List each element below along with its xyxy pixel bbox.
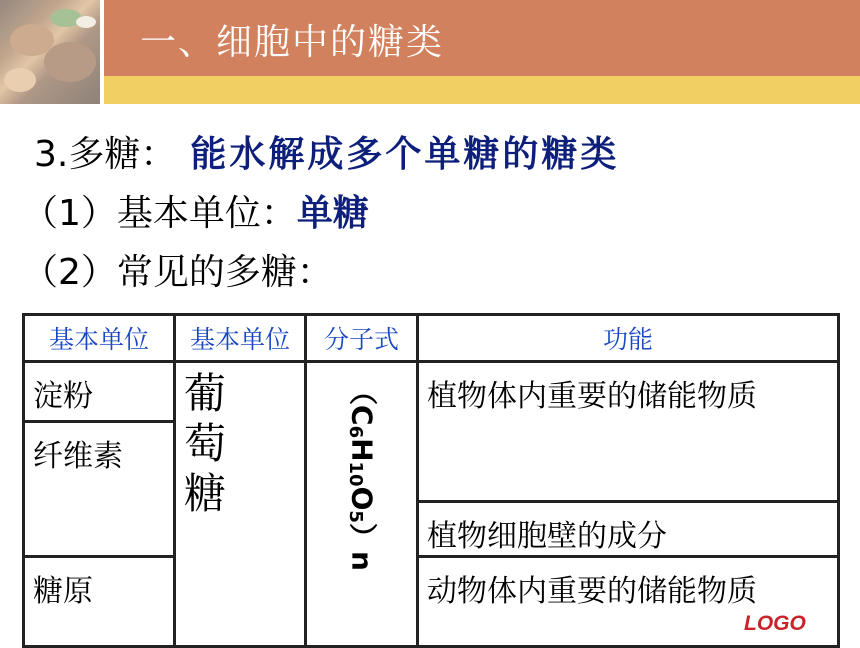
unit-char: 葡 bbox=[184, 369, 227, 418]
name-cell bbox=[24, 557, 175, 647]
cellulose-function: 植物细胞壁的成分 bbox=[427, 519, 667, 554]
logo: LOGO bbox=[744, 612, 806, 635]
molecular-formula bbox=[342, 377, 382, 571]
polysaccharide-heading bbox=[34, 126, 619, 177]
food-photo bbox=[0, 0, 100, 104]
basic-unit-line bbox=[22, 185, 369, 236]
heading-definition: 能水解成多个单糖的糖类 bbox=[190, 134, 620, 175]
glycogen-function: 动物体内重要的储能物质 bbox=[427, 574, 757, 609]
basic-unit-value: 单糖 bbox=[296, 193, 369, 234]
page-title: 一、细胞中的糖类 bbox=[140, 22, 445, 63]
cellulose-name: 纤维素 bbox=[33, 439, 123, 474]
header-cell: 基本单位 bbox=[175, 315, 306, 362]
accent-bar bbox=[104, 76, 860, 104]
header-cell: 基本单位 bbox=[24, 315, 175, 362]
formula-c: C bbox=[345, 405, 379, 426]
polysaccharide-table bbox=[22, 313, 840, 648]
header-cell: 分子式 bbox=[306, 315, 418, 362]
table-header-row bbox=[24, 315, 839, 362]
heading-label: 3.多糖： bbox=[34, 134, 177, 175]
formula-h: H bbox=[345, 438, 379, 462]
formula-c-sub: 6 bbox=[344, 425, 366, 439]
starch-function: 植物体内重要的储能物质 bbox=[427, 379, 757, 414]
table-row bbox=[24, 362, 839, 422]
unit-char: 糖 bbox=[184, 469, 227, 518]
formula-cell bbox=[306, 362, 418, 647]
starch-name: 淀粉 bbox=[33, 379, 93, 414]
function-cell bbox=[418, 502, 839, 557]
table-row bbox=[24, 557, 839, 647]
unit-char: 萄 bbox=[184, 419, 227, 468]
function-cell bbox=[418, 362, 839, 502]
name-cell bbox=[24, 422, 175, 557]
basic-unit-label: （1）基本单位： bbox=[22, 193, 297, 234]
formula-open: （ bbox=[345, 377, 379, 405]
formula-o-sub: 5 bbox=[344, 510, 366, 523]
unit-cell bbox=[175, 362, 306, 647]
glycogen-name: 糖原 bbox=[33, 574, 93, 609]
formula-close: ）n bbox=[345, 522, 379, 571]
name-cell bbox=[24, 362, 175, 422]
formula-h-sub: 10 bbox=[344, 461, 366, 487]
formula-o: O bbox=[345, 486, 379, 511]
common-polysaccharides-line: （2）常见的多糖： bbox=[22, 252, 333, 293]
glucose-label bbox=[176, 363, 304, 519]
header-cell: 功能 bbox=[418, 315, 839, 362]
